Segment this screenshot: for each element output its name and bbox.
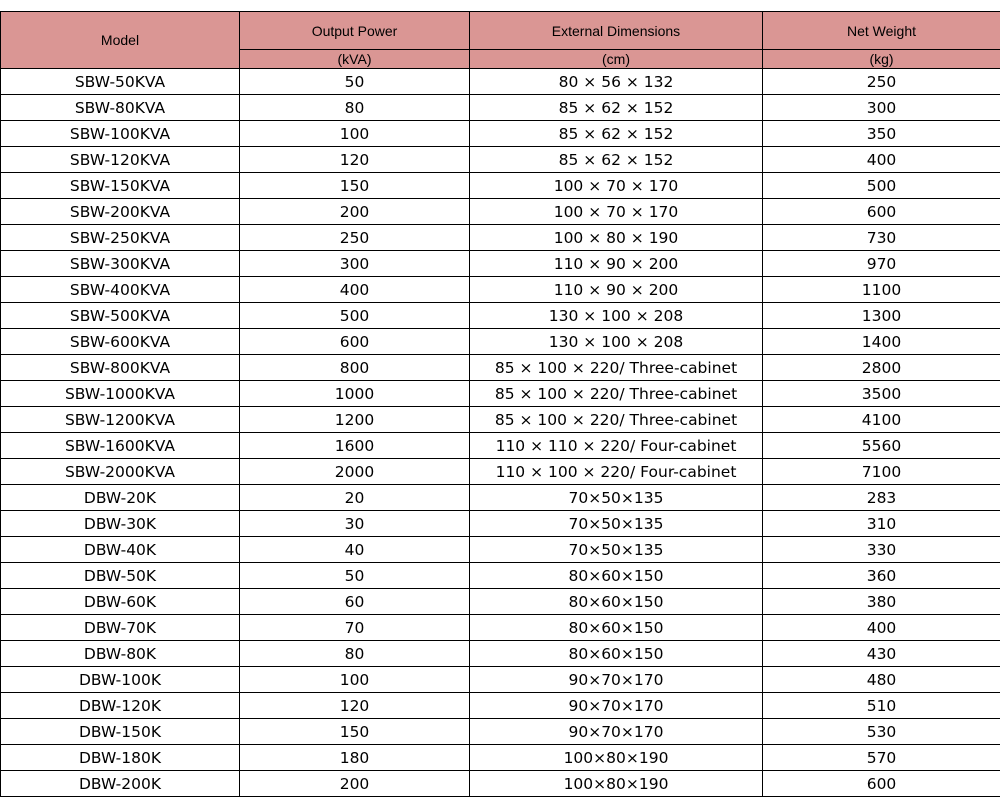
model-cell: SBW-600KVA <box>1 329 240 355</box>
net-weight-cell: 330 <box>763 537 1000 563</box>
output-power-cell: 1000 <box>240 381 470 407</box>
net-weight-cell: 350 <box>763 121 1000 147</box>
net-weight-cell: 300 <box>763 95 1000 121</box>
output-power-cell: 180 <box>240 745 470 771</box>
model-cell: SBW-800KVA <box>1 355 240 381</box>
external-dimensions-header: External Dimensions <box>470 12 763 50</box>
net-weight-cell: 7100 <box>763 459 1000 485</box>
output-power-cell: 200 <box>240 771 470 797</box>
model-cell: DBW-80K <box>1 641 240 667</box>
net-weight-cell: 970 <box>763 251 1000 277</box>
dimensions-cell: 100 × 70 × 170 <box>470 173 763 199</box>
net-weight-cell: 1300 <box>763 303 1000 329</box>
table-row <box>1 511 1000 537</box>
output-power-cell: 100 <box>240 667 470 693</box>
dimensions-cell: 130 × 100 × 208 <box>470 329 763 355</box>
net-weight-cell: 430 <box>763 641 1000 667</box>
model-cell: DBW-150K <box>1 719 240 745</box>
table-row <box>1 615 1000 641</box>
table-row <box>1 355 1000 381</box>
table-row <box>1 251 1000 277</box>
model-cell: SBW-500KVA <box>1 303 240 329</box>
dimensions-cell: 70×50×135 <box>470 485 763 511</box>
dimensions-cell: 90×70×170 <box>470 719 763 745</box>
dimensions-cell: 80 × 56 × 132 <box>470 69 763 95</box>
dimensions-cell: 85 × 100 × 220/ Three-cabinet <box>470 381 763 407</box>
output-power-cell: 200 <box>240 199 470 225</box>
net-weight-cell: 5560 <box>763 433 1000 459</box>
dimensions-cell: 110 × 110 × 220/ Four-cabinet <box>470 433 763 459</box>
output-power-cell: 400 <box>240 277 470 303</box>
output-power-cell: 300 <box>240 251 470 277</box>
table-row <box>1 433 1000 459</box>
net-weight-cell: 400 <box>763 147 1000 173</box>
table-row <box>1 199 1000 225</box>
net-weight-cell: 600 <box>763 199 1000 225</box>
dimensions-cell: 80×60×150 <box>470 615 763 641</box>
model-cell: SBW-300KVA <box>1 251 240 277</box>
net-weight-cell: 570 <box>763 745 1000 771</box>
output-power-cell: 30 <box>240 511 470 537</box>
table-row <box>1 693 1000 719</box>
table-row <box>1 667 1000 693</box>
header-row <box>1 12 1000 50</box>
dimensions-cell: 85 × 62 × 152 <box>470 121 763 147</box>
output-power-cell: 70 <box>240 615 470 641</box>
model-cell: DBW-200K <box>1 771 240 797</box>
model-cell: SBW-100KVA <box>1 121 240 147</box>
output-power-cell: 2000 <box>240 459 470 485</box>
net-weight-cell: 310 <box>763 511 1000 537</box>
net-weight-cell: 510 <box>763 693 1000 719</box>
dimensions-cell: 80×60×150 <box>470 589 763 615</box>
model-cell: SBW-1200KVA <box>1 407 240 433</box>
net-weight-cell: 380 <box>763 589 1000 615</box>
table-row <box>1 745 1000 771</box>
net-weight-cell: 1100 <box>763 277 1000 303</box>
net-weight-cell: 600 <box>763 771 1000 797</box>
dimensions-cell: 80×60×150 <box>470 563 763 589</box>
table-row <box>1 485 1000 511</box>
model-cell: DBW-100K <box>1 667 240 693</box>
table-row <box>1 69 1000 95</box>
net-weight-cell: 4100 <box>763 407 1000 433</box>
model-cell: DBW-120K <box>1 693 240 719</box>
dimensions-cell: 70×50×135 <box>470 537 763 563</box>
dimensions-cell: 85 × 100 × 220/ Three-cabinet <box>470 407 763 433</box>
table-row <box>1 771 1000 797</box>
output-power-cell: 800 <box>240 355 470 381</box>
model-cell: SBW-250KVA <box>1 225 240 251</box>
output-power-cell: 250 <box>240 225 470 251</box>
table-row <box>1 459 1000 485</box>
output-power-cell: 20 <box>240 485 470 511</box>
net-weight-header: Net Weight <box>763 12 1000 50</box>
model-cell: DBW-180K <box>1 745 240 771</box>
output-power-cell: 40 <box>240 537 470 563</box>
model-cell: DBW-20K <box>1 485 240 511</box>
model-cell: SBW-400KVA <box>1 277 240 303</box>
dimensions-cell: 85 × 100 × 220/ Three-cabinet <box>470 355 763 381</box>
dimensions-cell: 100×80×190 <box>470 745 763 771</box>
model-cell: SBW-2000KVA <box>1 459 240 485</box>
net-weight-cell: 250 <box>763 69 1000 95</box>
table-row <box>1 589 1000 615</box>
dimensions-cell: 85 × 62 × 152 <box>470 147 763 173</box>
model-cell: DBW-50K <box>1 563 240 589</box>
model-cell: DBW-30K <box>1 511 240 537</box>
model-cell: SBW-50KVA <box>1 69 240 95</box>
model-cell: DBW-40K <box>1 537 240 563</box>
model-cell: DBW-60K <box>1 589 240 615</box>
output-power-cell: 60 <box>240 589 470 615</box>
output-power-cell: 80 <box>240 641 470 667</box>
table-row <box>1 173 1000 199</box>
model-cell: SBW-120KVA <box>1 147 240 173</box>
model-header: Model <box>1 12 240 69</box>
output-power-cell: 50 <box>240 563 470 589</box>
table-row <box>1 95 1000 121</box>
net-weight-cell: 3500 <box>763 381 1000 407</box>
net-weight-cell: 530 <box>763 719 1000 745</box>
table-row <box>1 225 1000 251</box>
dimensions-cell: 100 × 70 × 170 <box>470 199 763 225</box>
net-weight-cell: 283 <box>763 485 1000 511</box>
dimensions-cell: 130 × 100 × 208 <box>470 303 763 329</box>
table-row <box>1 563 1000 589</box>
output-power-cell: 600 <box>240 329 470 355</box>
dimensions-cell: 70×50×135 <box>470 511 763 537</box>
table-row <box>1 407 1000 433</box>
model-cell: DBW-70K <box>1 615 240 641</box>
dimensions-cell: 85 × 62 × 152 <box>470 95 763 121</box>
table-row <box>1 381 1000 407</box>
output-power-cell: 500 <box>240 303 470 329</box>
table-row <box>1 277 1000 303</box>
output-power-cell: 150 <box>240 719 470 745</box>
table-row <box>1 719 1000 745</box>
net-weight-cell: 400 <box>763 615 1000 641</box>
weight-unit: (kg) <box>763 50 1000 69</box>
output-power-cell: 120 <box>240 147 470 173</box>
table-body <box>1 69 1000 797</box>
output-power-cell: 120 <box>240 693 470 719</box>
dimensions-unit: (cm) <box>470 50 763 69</box>
dimensions-cell: 80×60×150 <box>470 641 763 667</box>
net-weight-cell: 360 <box>763 563 1000 589</box>
table-row <box>1 147 1000 173</box>
model-cell: SBW-200KVA <box>1 199 240 225</box>
output-power-cell: 100 <box>240 121 470 147</box>
dimensions-cell: 100 × 80 × 190 <box>470 225 763 251</box>
model-cell: SBW-150KVA <box>1 173 240 199</box>
dimensions-cell: 90×70×170 <box>470 667 763 693</box>
net-weight-cell: 480 <box>763 667 1000 693</box>
output-power-cell: 150 <box>240 173 470 199</box>
dimensions-cell: 110 × 100 × 220/ Four-cabinet <box>470 459 763 485</box>
spec-table <box>0 11 1000 797</box>
output-power-cell: 80 <box>240 95 470 121</box>
model-cell: SBW-1000KVA <box>1 381 240 407</box>
output-power-cell: 50 <box>240 69 470 95</box>
table-header <box>1 12 1000 69</box>
power-unit: (kVA) <box>240 50 470 69</box>
dimensions-cell: 100×80×190 <box>470 771 763 797</box>
output-power-cell: 1200 <box>240 407 470 433</box>
net-weight-cell: 500 <box>763 173 1000 199</box>
net-weight-cell: 730 <box>763 225 1000 251</box>
dimensions-cell: 110 × 90 × 200 <box>470 251 763 277</box>
output-power-cell: 1600 <box>240 433 470 459</box>
dimensions-cell: 90×70×170 <box>470 693 763 719</box>
net-weight-cell: 1400 <box>763 329 1000 355</box>
model-cell: SBW-80KVA <box>1 95 240 121</box>
model-cell: SBW-1600KVA <box>1 433 240 459</box>
table-row <box>1 537 1000 563</box>
table-row <box>1 641 1000 667</box>
table-row <box>1 329 1000 355</box>
output-power-header: Output Power <box>240 12 470 50</box>
table-row <box>1 303 1000 329</box>
dimensions-cell: 110 × 90 × 200 <box>470 277 763 303</box>
table-row <box>1 121 1000 147</box>
net-weight-cell: 2800 <box>763 355 1000 381</box>
